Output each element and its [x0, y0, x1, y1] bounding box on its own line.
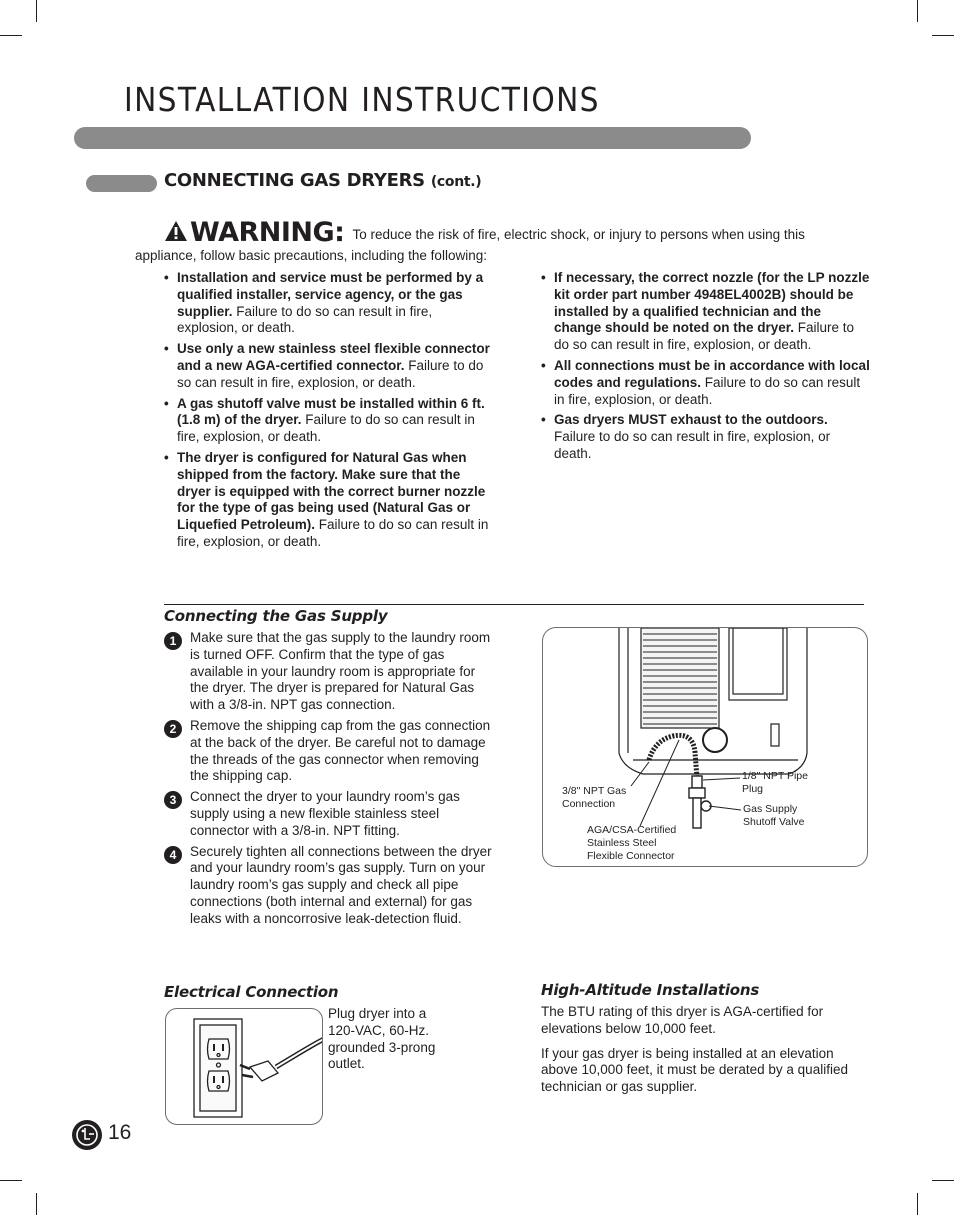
paragraph: The BTU rating of this dryer is AGA-certified for elevations below 10,000 feet.	[541, 1004, 824, 1036]
list-item: • If necessary, the correct nozzle (for the LP nozzle kit order part number 4948EL4002B) should be installed by a qualified technician and the change should be noted on the dryer. Failure to do so can result in fire, explosion, or death.	[541, 270, 871, 354]
section-title	[164, 170, 481, 191]
list-item: • Installation and service must be performed by a qualified installer, service agency, or the gas supplier. Failure to do so can result in fire, explosion, or death.	[164, 270, 494, 337]
gas-supply-heading: Connecting the Gas Supply	[164, 607, 388, 625]
crop-mark	[932, 35, 954, 36]
list-item: • All connections must be in accordance with local codes and regulations. Failure to do so can result in fire, explosion, or death.	[541, 358, 871, 408]
gas-supply-steps	[164, 630, 494, 932]
crop-mark	[36, 0, 37, 22]
step-number-badge: 3	[164, 791, 182, 809]
list-item: 2 Remove the shipping cap from the gas connection at the back of the dryer. Be careful not to damage the threads of the gas connector when removing the shipping cap.	[164, 718, 494, 785]
label-pipe-plug: 1/8" NPT Pipe Plug	[742, 770, 808, 795]
warning-intro-line-2: appliance, follow basic precautions, including the following:	[135, 248, 487, 263]
gas-connection-diagram	[542, 627, 868, 867]
list-item: 3 Connect the dryer to your laundry room’s gas supply using a new flexible stainless steel connector with a 3/8-in. NPT fitting.	[164, 789, 494, 839]
warning-intro-line-1: To reduce the risk of fire, electric shock, or injury to persons when using this	[352, 227, 805, 242]
crop-mark	[36, 1193, 37, 1215]
label-shutoff-valve: Gas Supply Shutoff Valve	[743, 803, 805, 828]
paragraph: If your gas dryer is being installed at an elevation above 10,000 feet, it must be derated by a qualified technician or gas supplier.	[541, 1045, 848, 1095]
list-item: • A gas shutoff valve must be installed within 6 ft. (1.8 m) of the dryer. Failure to do so can result in fire, explosion, or death.	[164, 396, 494, 446]
section-pill	[86, 175, 157, 192]
high-altitude-text	[541, 1004, 866, 1096]
lg-logo-icon	[72, 1120, 102, 1150]
step-number-badge: 1	[164, 632, 182, 650]
crop-mark	[917, 0, 918, 22]
crop-mark	[0, 1180, 22, 1181]
title-bar	[74, 127, 751, 149]
label-flexible-connector: AGA/CSA-Certified Stainless Steel Flexible Connector	[587, 824, 677, 862]
list-item: 4 Securely tighten all connections between the dryer and your laundry room’s gas supply. Turn on your laundry room’s gas supply and check all pipe connections (both internal and external) for gas leaks with a noncorrosive leak-detection fluid.	[164, 844, 494, 928]
label-gas-connection: 3/8" NPT Gas Connection	[562, 785, 627, 810]
section-title-text: CONNECTING GAS DRYERS	[164, 170, 425, 191]
electrical-heading: Electrical Connection	[164, 983, 339, 1001]
warning-list-left	[164, 270, 494, 555]
step-number-badge: 4	[164, 846, 182, 864]
list-item: 1 Make sure that the gas supply to the laundry room is turned OFF. Confirm that the type of gas available in your laundry room is appropriate for the dryer. The dryer is prepared for Natural Gas with a 3/8-in. NPT gas connection.	[164, 630, 494, 714]
page-title: INSTALLATION INSTRUCTIONS	[124, 80, 600, 119]
list-item: • Use only a new stainless steel flexible connector and a new AGA-certified connector. Failure to do so can result in fire, explosion, or death.	[164, 341, 494, 391]
warning-label: WARNING:	[190, 217, 345, 248]
list-item: • The dryer is configured for Natural Gas when shipped from the factory. Make sure that the dryer is equipped with the correct burner nozzle for the type of gas being used (Natural Gas or Liquefied Petroleum). Failure to do so can result in fire, explosion, or death.	[164, 450, 494, 551]
step-number-badge: 2	[164, 720, 182, 738]
crop-mark	[917, 1193, 918, 1215]
high-altitude-heading: High-Altitude Installations	[541, 981, 760, 999]
outlet-illustration	[165, 1008, 323, 1125]
warning-triangle-icon	[164, 220, 188, 246]
warning-list-right	[541, 270, 871, 467]
page-number: 16	[108, 1121, 132, 1144]
crop-mark	[0, 35, 22, 36]
section-divider	[164, 604, 864, 605]
crop-mark	[932, 1180, 954, 1181]
electrical-text: Plug dryer into a 120-VAC, 60-Hz. grounded 3-prong outlet.	[328, 1006, 436, 1072]
section-title-suffix: (cont.)	[430, 174, 482, 190]
warning-intro	[135, 217, 864, 264]
list-item: • Gas dryers MUST exhaust to the outdoors. Failure to do so can result in fire, explosion, or death.	[541, 412, 871, 462]
